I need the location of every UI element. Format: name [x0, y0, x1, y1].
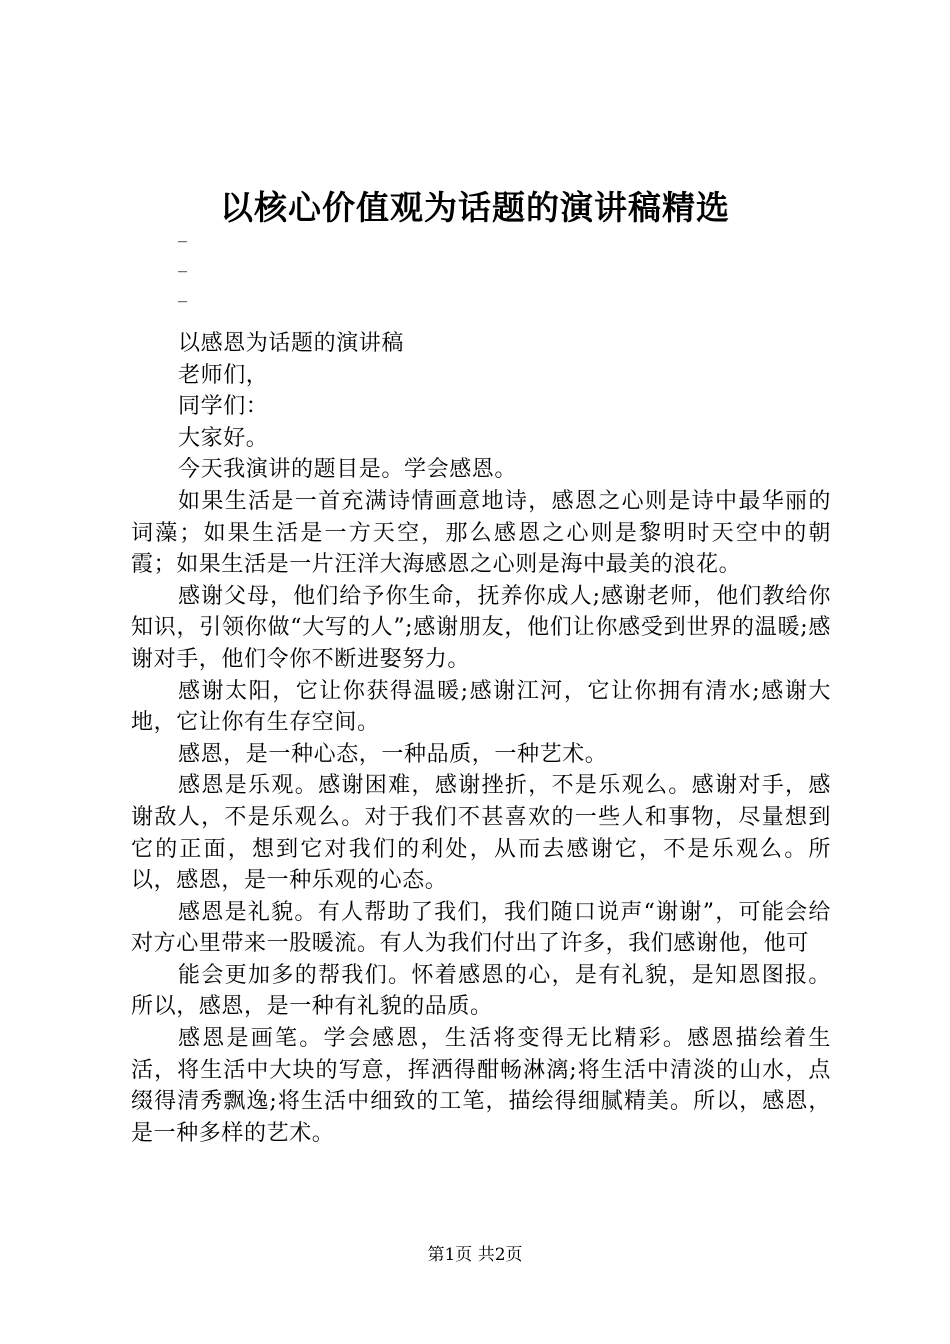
speech-heading: 以感恩为话题的演讲稿	[178, 331, 405, 356]
placeholder-mark: _	[178, 222, 187, 243]
paragraph: 感恩是礼貌。有人帮助了我们，我们随口说声“谢谢”，可能会给对方心里带来一股暖流。有人为我们付出了许多，我们感谢他，他可	[131, 899, 831, 957]
paragraph: 感恩是画笔。学会感恩，生活将变得无比精彩。感恩描绘着生活，将生活中大块的写意，挥洒得酣畅淋漓;将生活中清淡的山水，点缀得清秀飘逸;将生活中细致的工笔，描绘得细腻精美。所以，感恩，是一种多样的艺术。	[131, 1026, 831, 1146]
placeholder-marks	[178, 218, 187, 308]
salutation-students: 同学们：	[178, 394, 269, 420]
page-title: 以核心价值观为话题的演讲稿精选	[220, 188, 730, 227]
document-body	[131, 328, 831, 1149]
placeholder-mark: _	[178, 282, 187, 303]
paragraph: 能会更加多的帮我们。怀着感恩的心，是有礼貌，是知恩图报。所以，感恩，是一种有礼貌的品质。	[131, 962, 831, 1020]
salutation-teachers: 老师们，	[178, 362, 269, 388]
paragraph: 感谢父母，他们给予你生命，抚养你成人;感谢老师，他们教给你知识，引领你做“大写的人”;感谢朋友，他们让你感受到世界的温暖;感谢对手，他们令你不断进娶努力。	[131, 583, 831, 672]
paragraph: 感恩是乐观。感谢困难，感谢挫折，不是乐观么。感谢对手，感谢敌人，不是乐观么。对于我们不甚喜欢的一些人和事物，尽量想到它的正面，想到它对我们的利处，从而去感谢它，不是乐观么。所以，感恩，是一种乐观的心态。	[131, 773, 831, 894]
paragraph: 感恩，是一种心态，一种品质，一种艺术。	[178, 741, 608, 767]
paragraph: 感谢太阳，它让你获得温暖;感谢江河，它让你拥有清水;感谢大地，它让你有生存空间。	[131, 678, 831, 736]
greeting: 大家好。	[178, 425, 269, 451]
paragraph: 今天我演讲的题目是。学会感恩。	[178, 457, 518, 483]
placeholder-mark: _	[178, 252, 187, 273]
paragraph: 如果生活是一首充满诗情画意地诗，感恩之心则是诗中最华丽的词藻；如果生活是一方天空，那么感恩之心则是黎明时天空中的朝霞；如果生活是一片汪洋大海感恩之心则是海中最美的浪花。	[131, 488, 831, 578]
page-footer: 第1页 共2页	[427, 1245, 523, 1265]
